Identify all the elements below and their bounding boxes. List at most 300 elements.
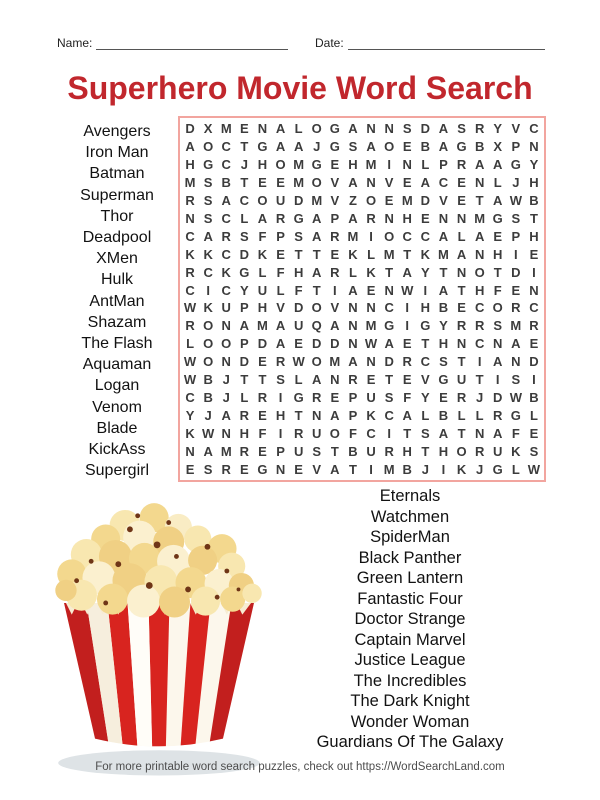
grid-cell: S: [312, 443, 322, 459]
grid-cell: M: [311, 193, 323, 209]
grid-cell: O: [203, 318, 214, 334]
grid-cell: M: [293, 175, 305, 191]
grid-cell: K: [203, 300, 213, 316]
grid-cell: A: [203, 443, 213, 459]
grid-cell: R: [330, 228, 340, 244]
grid-cell: S: [240, 228, 249, 244]
grid-cell: B: [529, 389, 539, 405]
grid-cell: R: [456, 157, 467, 173]
grid-cell: R: [185, 193, 195, 209]
grid-cell: Y: [493, 121, 503, 137]
grid-cell: R: [185, 264, 195, 280]
grid-cell: Y: [240, 282, 249, 298]
grid-cell: R: [312, 389, 322, 405]
grid-cell: C: [420, 228, 431, 244]
word-item: Blade: [96, 419, 138, 437]
grid-cell: W: [183, 372, 197, 388]
grid-cell: J: [240, 157, 248, 173]
grid-cell: O: [275, 157, 286, 173]
grid-cell: W: [509, 193, 522, 209]
grid-cell: A: [438, 228, 449, 244]
grid-cell: M: [365, 318, 377, 334]
grid-cell: O: [311, 354, 322, 370]
grid-cell: T: [312, 246, 321, 262]
grid-cell: E: [457, 175, 466, 191]
grid-cell: R: [239, 407, 250, 423]
grid-cell: O: [311, 175, 322, 191]
grid-cell: I: [405, 300, 410, 316]
grid-cell: H: [420, 300, 431, 316]
grid-cell: O: [221, 336, 232, 352]
grid-cell: V: [439, 193, 448, 209]
grid-cell: I: [441, 461, 446, 477]
grid-cell: E: [240, 461, 249, 477]
grid-cell: R: [474, 318, 485, 334]
grid-cell: D: [239, 354, 250, 370]
grid-cell: D: [293, 300, 304, 316]
grid-cell: N: [402, 157, 412, 173]
grid-cell: M: [383, 461, 395, 477]
word-item: Shazam: [87, 313, 147, 331]
word-item: The Incredibles: [353, 671, 467, 690]
grid-cell: L: [457, 407, 466, 423]
grid-cell: W: [183, 300, 197, 316]
grid-cell: L: [367, 246, 376, 262]
grid-cell: E: [294, 461, 303, 477]
grid-cell: R: [474, 121, 485, 137]
grid-cell: A: [348, 121, 358, 137]
grid-cell: E: [384, 193, 394, 209]
grid-cell: B: [203, 389, 213, 405]
date-label: Date:: [315, 36, 344, 50]
grid-cell: R: [330, 264, 340, 280]
grid-cell: E: [402, 175, 412, 191]
grid-cell: P: [330, 210, 340, 226]
grid-cell: N: [185, 210, 195, 226]
word-item: SpiderMan: [370, 528, 450, 546]
grid-cell: N: [221, 425, 231, 441]
grid-cell: A: [348, 354, 358, 370]
word-item: The Dark Knight: [350, 692, 470, 710]
grid-cell: F: [403, 389, 412, 405]
word-item: AntMan: [89, 292, 145, 310]
grid-cell: J: [204, 407, 212, 423]
grid-cell: E: [258, 354, 267, 370]
grid-cell: K: [221, 264, 231, 280]
grid-cell: S: [529, 443, 539, 459]
grid-cell: R: [257, 389, 268, 405]
grid-cell: G: [257, 461, 268, 477]
grid-cell: N: [330, 372, 340, 388]
word-item: Logan: [94, 377, 140, 395]
grid-cell: A: [384, 336, 394, 352]
grid-cell: D: [420, 121, 431, 137]
grid-cell: L: [186, 336, 195, 352]
grid-cell: G: [510, 157, 521, 173]
word-item: KickAss: [88, 441, 146, 459]
grid-cell: A: [366, 139, 376, 155]
grid-cell: C: [384, 407, 394, 423]
grid-cell: N: [456, 264, 467, 280]
grid-cell: E: [276, 175, 285, 191]
grid-cell: P: [276, 228, 285, 244]
grid-cell: G: [384, 318, 395, 334]
grid-cell: I: [387, 425, 391, 441]
grid-cell: C: [185, 389, 195, 405]
word-item: Aquaman: [82, 356, 152, 374]
grid-cell: J: [421, 461, 429, 477]
grid-cell: H: [493, 246, 503, 262]
grid-cell: F: [493, 282, 502, 298]
grid-cell: S: [457, 121, 466, 137]
grid-cell: G: [311, 157, 322, 173]
grid-cell: A: [257, 210, 268, 226]
grid-cell: A: [312, 264, 322, 280]
grid-cell: A: [348, 282, 358, 298]
grid-cell: Y: [529, 157, 539, 173]
grid-cell: E: [240, 121, 249, 137]
grid-cell: S: [294, 228, 303, 244]
grid-cell: E: [185, 461, 195, 477]
grid-cell: K: [257, 246, 268, 262]
grid-cell: A: [438, 121, 449, 137]
grid-cell: P: [511, 139, 521, 155]
grid-cell: S: [348, 139, 358, 155]
grid-cell: I: [387, 157, 391, 173]
grid-cell: C: [384, 300, 394, 316]
grid-cell: J: [476, 389, 484, 405]
grid-cell: R: [402, 354, 412, 370]
grid-cell: O: [384, 139, 395, 155]
grid-cell: L: [493, 175, 502, 191]
grid-cell: V: [421, 372, 430, 388]
grid-cell: C: [420, 354, 431, 370]
grid-cell: H: [438, 443, 449, 459]
grid-cell: W: [527, 461, 541, 477]
grid-cell: I: [278, 389, 283, 405]
grid-cell: H: [474, 282, 485, 298]
grid-cell: C: [529, 300, 539, 316]
word-item: Avengers: [83, 123, 151, 140]
grid-cell: N: [493, 336, 503, 352]
grid-cell: E: [529, 336, 539, 352]
grid-cell: R: [221, 228, 231, 244]
grid-cell: R: [384, 443, 394, 459]
grid-cell: A: [275, 139, 286, 155]
grid-cell: K: [348, 246, 358, 262]
grid-cell: P: [276, 443, 285, 459]
grid-cell: A: [420, 175, 431, 191]
grid-cell: D: [257, 336, 268, 352]
grid-cell: P: [511, 228, 521, 244]
grid-cell: M: [220, 121, 232, 137]
word-item: Wonder Woman: [350, 712, 470, 731]
word-item: Deadpool: [82, 229, 152, 247]
grid-cell: T: [421, 443, 430, 459]
grid-cell: H: [529, 175, 539, 191]
grid-cell: W: [509, 389, 522, 405]
grid-cell: W: [364, 336, 378, 352]
grid-cell: R: [239, 443, 250, 459]
grid-cell: G: [456, 139, 467, 155]
grid-cell: J: [222, 372, 230, 388]
grid-cell: F: [294, 282, 303, 298]
grid-cell: V: [330, 300, 340, 316]
grid-cell: O: [384, 228, 395, 244]
grid-cell: K: [420, 246, 431, 262]
word-list-left: [37, 121, 197, 481]
grid-cell: B: [221, 175, 231, 191]
grid-cell: C: [185, 282, 195, 298]
grid-cell: V: [276, 300, 285, 316]
grid-cell: C: [203, 264, 213, 280]
grid-cell: G: [329, 121, 340, 137]
grid-cell: M: [365, 157, 377, 173]
grid-cell: I: [369, 461, 373, 477]
grid-cell: D: [511, 264, 521, 280]
grid-cell: W: [292, 354, 305, 370]
grid-cell: C: [438, 175, 449, 191]
grid-cell: N: [312, 407, 322, 423]
grid-cell: N: [275, 461, 286, 477]
grid-cell: V: [312, 461, 322, 477]
word-item: Doctor Strange: [354, 610, 466, 628]
grid-cell: A: [348, 175, 358, 191]
grid-cell: L: [457, 228, 466, 244]
grid-cell: A: [275, 318, 286, 334]
grid-cell: L: [421, 407, 430, 423]
header: [0, 36, 600, 56]
grid-cell: A: [511, 336, 521, 352]
grid-cell: N: [185, 443, 195, 459]
grid-cell: R: [366, 210, 376, 226]
grid-cell: L: [240, 389, 249, 405]
grid-cell: B: [438, 300, 449, 316]
grid-cell: O: [311, 121, 322, 137]
grid-cell: E: [276, 246, 285, 262]
grid-cell: A: [456, 246, 467, 262]
grid-cell: M: [347, 228, 359, 244]
grid-cell: M: [401, 193, 413, 209]
grid-cell: C: [185, 228, 195, 244]
grid-cell: V: [330, 175, 340, 191]
grid-cell: E: [402, 139, 412, 155]
grid-cell: T: [240, 175, 249, 191]
grid-cell: D: [493, 389, 503, 405]
grid-cell: W: [401, 282, 414, 298]
grid-cell: I: [278, 425, 283, 441]
grid-cell: N: [529, 139, 539, 155]
grid-cell: R: [474, 443, 485, 459]
grid-cell: G: [438, 372, 449, 388]
grid-cell: W: [202, 425, 215, 441]
grid-cell: E: [529, 425, 539, 441]
grid-cell: T: [493, 264, 502, 280]
grid-cell: N: [257, 121, 268, 137]
date-field: [315, 36, 545, 50]
grid-cell: F: [276, 264, 285, 280]
grid-cell: F: [348, 425, 357, 441]
grid-cell: H: [239, 425, 250, 441]
grid-cell: O: [365, 193, 377, 209]
grid-cell: R: [493, 407, 503, 423]
grid-cell: P: [348, 389, 358, 405]
grid-cell: A: [330, 407, 340, 423]
grid-cell: K: [456, 461, 467, 477]
grid-cell: S: [384, 389, 394, 405]
grid-cell: M: [184, 175, 196, 191]
grid-cell: I: [369, 228, 373, 244]
grid-cell: U: [366, 443, 376, 459]
grid-cell: L: [475, 407, 484, 423]
word-item: Captain Marvel: [354, 630, 466, 649]
name-label: Name:: [57, 36, 93, 50]
grid-cell: V: [330, 193, 340, 209]
grid-cell: M: [329, 354, 341, 370]
grid-cell: S: [493, 318, 503, 334]
grid-cell: L: [294, 372, 303, 388]
grid-cell: K: [203, 246, 213, 262]
grid-cell: S: [276, 372, 285, 388]
grid-cell: C: [474, 300, 485, 316]
grid-cell: A: [203, 228, 213, 244]
grid-cell: G: [492, 461, 503, 477]
grid-cell: R: [348, 372, 358, 388]
grid-cell: B: [420, 139, 431, 155]
grid-cell: H: [257, 300, 268, 316]
grid-cell: X: [493, 139, 503, 155]
grid-cell: F: [511, 425, 520, 441]
grid-cell: O: [329, 425, 340, 441]
grid-cell: M: [438, 246, 449, 262]
grid-cell: H: [275, 407, 286, 423]
grid-cell: N: [384, 210, 394, 226]
grid-cell: Q: [311, 318, 322, 334]
grid-cell: P: [439, 157, 448, 173]
grid-cell: M: [383, 246, 395, 262]
grid-cell: N: [474, 246, 485, 262]
grid-cell: E: [258, 175, 267, 191]
grid-cell: B: [348, 443, 358, 459]
grid-cell: E: [294, 336, 303, 352]
grid-cell: L: [421, 157, 430, 173]
grid-cell: D: [330, 336, 340, 352]
grid-cell: I: [206, 282, 210, 298]
grid-cell: I: [405, 318, 410, 334]
grid-cell: A: [185, 139, 195, 155]
grid-cell: G: [239, 264, 250, 280]
grid-cell: A: [493, 157, 503, 173]
grid-cell: I: [532, 372, 536, 388]
grid-cell: B: [438, 407, 449, 423]
grid-cell: N: [348, 336, 358, 352]
grid-cell: T: [258, 372, 267, 388]
grid-cell: S: [439, 354, 448, 370]
grid-cell: I: [477, 354, 482, 370]
popcorn-kernels: [55, 503, 261, 617]
grid-cell: R: [275, 210, 286, 226]
grid-cell: D: [185, 121, 195, 137]
grid-cell: A: [221, 193, 231, 209]
grid-cell: U: [293, 443, 304, 459]
grid-cell: A: [493, 425, 503, 441]
grid-cell: T: [330, 443, 339, 459]
grid-cell: U: [221, 300, 231, 316]
grid-cell: K: [366, 264, 376, 280]
grid-cell: S: [203, 461, 213, 477]
grid-cell: K: [185, 425, 195, 441]
word-item: XMen: [96, 250, 138, 268]
grid-cell: H: [293, 264, 304, 280]
grid-cell: M: [257, 318, 268, 334]
grid-cell: C: [221, 282, 231, 298]
footer-text: For more printable word search puzzles, check out https://WordSearchLand.com: [95, 761, 505, 773]
grid-cell: T: [294, 407, 303, 423]
grid-cell: E: [330, 157, 340, 173]
grid-cell: E: [330, 389, 340, 405]
word-list-right: [280, 486, 540, 753]
grid-cell: U: [456, 372, 467, 388]
grid-cell: U: [493, 443, 503, 459]
grid-cell: T: [240, 372, 249, 388]
word-item: Fantastic Four: [357, 589, 463, 608]
grid-cell: A: [293, 139, 304, 155]
word-item: Iron Man: [85, 144, 149, 162]
grid-cell: T: [457, 425, 466, 441]
grid-cell: N: [221, 354, 231, 370]
grid-cell: V: [384, 175, 394, 191]
grid-cell: S: [511, 210, 521, 226]
grid-cell: N: [511, 354, 521, 370]
grid-cell: C: [402, 228, 412, 244]
grid-cell: T: [348, 461, 357, 477]
grid-cell: A: [493, 354, 503, 370]
grid-cell: D: [239, 246, 250, 262]
grid-cell: O: [203, 354, 214, 370]
grid-cell: J: [512, 175, 520, 191]
grid-cell: U: [257, 282, 268, 298]
grid-cell: N: [529, 282, 539, 298]
grid-cell: N: [384, 282, 394, 298]
grid-cell: E: [258, 443, 267, 459]
grid-cell: H: [402, 443, 412, 459]
grid-cell: L: [294, 121, 303, 137]
grid-cell: A: [330, 461, 340, 477]
grid-cell: A: [330, 318, 340, 334]
grid-cell: N: [348, 300, 358, 316]
grid-cell: H: [348, 157, 358, 173]
grid-cell: K: [366, 407, 376, 423]
grid-cell: I: [514, 246, 518, 262]
grid-cell: O: [311, 300, 322, 316]
grid-cell: A: [275, 336, 286, 352]
grid-cell: M: [510, 318, 522, 334]
grid-cell: O: [203, 336, 214, 352]
grid-cell: U: [312, 425, 322, 441]
grid-cell: T: [385, 264, 394, 280]
grid-cell: B: [203, 372, 213, 388]
grid-cell: S: [203, 193, 213, 209]
grid-cell: U: [293, 318, 304, 334]
grid-cell: O: [456, 443, 467, 459]
grid-cell: E: [529, 246, 539, 262]
grid-cell: M: [293, 157, 305, 173]
grid-cell: B: [402, 461, 412, 477]
grid-cell: R: [293, 425, 304, 441]
grid-cell: D: [312, 336, 322, 352]
grid-cell: E: [366, 282, 376, 298]
grid-cell: D: [384, 354, 394, 370]
